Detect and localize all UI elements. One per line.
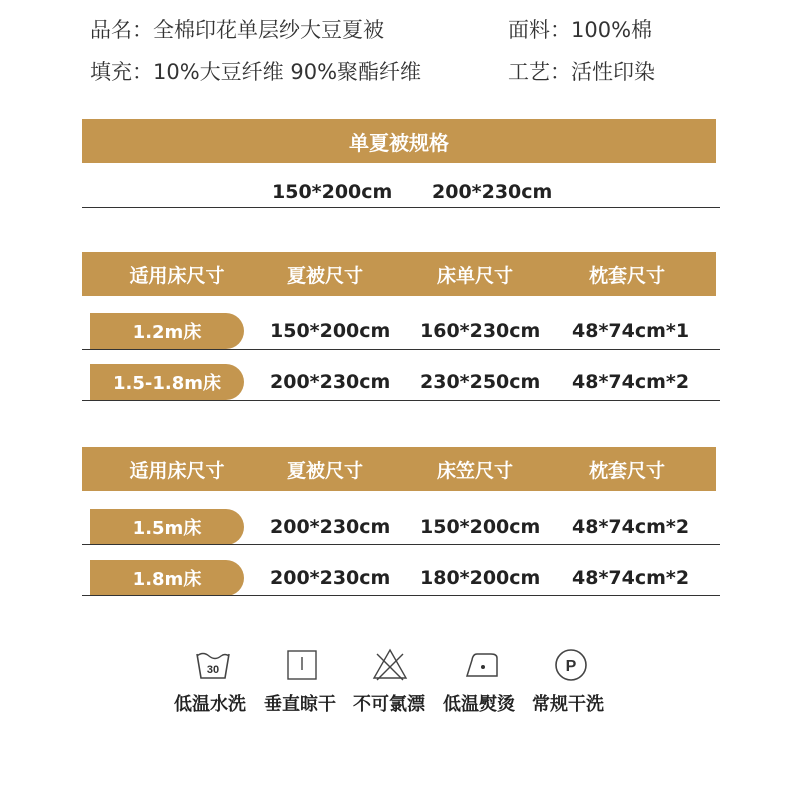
table1-header-sheet: 床单尺寸 <box>436 264 513 287</box>
table1-header-quilt: 夏被尺寸 <box>286 264 363 287</box>
table2-header-bed: 适用床尺寸 <box>129 459 225 482</box>
fabric-info: 面料：100%棉 <box>508 18 653 42</box>
table2-row1-quilt: 200*230cm <box>270 516 391 538</box>
spec-size-1: 150*200cm <box>272 181 393 203</box>
care-label-wash: 低温水洗 <box>174 694 246 715</box>
care-label-dry-clean: 常规干洗 <box>532 694 604 715</box>
product-name: 品名：全棉印花单层纱大豆夏被 <box>90 18 384 42</box>
spec-title: 单夏被规格 <box>349 130 449 155</box>
table1-row1-divider <box>82 349 720 350</box>
table2-row1-sheet: 150*200cm <box>420 516 541 538</box>
table2-row2-sheet: 180*200cm <box>420 567 541 589</box>
low-iron-icon <box>463 646 501 684</box>
table1-row2-sheet: 230*250cm <box>420 371 541 393</box>
spec-header-bar <box>82 119 716 163</box>
dry-clean-p-icon <box>552 646 590 684</box>
table1-row1-pillow: 48*74cm*1 <box>572 320 690 342</box>
table2-row2-quilt: 200*230cm <box>270 567 391 589</box>
table1-row2-bed: 1.5-1.8m床 <box>90 364 244 400</box>
table1-header-bed: 适用床尺寸 <box>129 264 225 287</box>
table1-header-pillow: 枕套尺寸 <box>588 264 665 287</box>
table2-row2-bed: 1.8m床 <box>90 560 244 596</box>
table2-row1-pillow: 48*74cm*2 <box>572 516 690 538</box>
spec-size-2: 200*230cm <box>432 181 553 203</box>
table2-header-sheet: 床笠尺寸 <box>436 459 513 482</box>
table2-header-quilt: 夏被尺寸 <box>286 459 363 482</box>
dry-clean-symbol: P <box>565 658 577 675</box>
care-label-no-bleach: 不可氯漂 <box>353 694 425 715</box>
no-bleach-icon <box>371 646 409 684</box>
table1-row1-bed: 1.2m床 <box>90 313 244 349</box>
spec-divider <box>82 207 720 208</box>
care-label-iron: 低温熨烫 <box>443 694 515 715</box>
table2-row1-bed: 1.5m床 <box>90 509 244 545</box>
table2-header-pillow: 枕套尺寸 <box>588 459 665 482</box>
table1-row2-pillow: 48*74cm*2 <box>572 371 690 393</box>
table1-row1-sheet: 160*230cm <box>420 320 541 342</box>
table2-header-bar <box>82 447 716 491</box>
table1-row2-divider <box>82 400 720 401</box>
wash-30-number: 30 <box>206 664 220 676</box>
wash-30-icon <box>194 646 232 684</box>
process-info: 工艺：活性印染 <box>508 60 655 84</box>
table2-row2-pillow: 48*74cm*2 <box>572 567 690 589</box>
table1-row2-quilt: 200*230cm <box>270 371 391 393</box>
filling-info: 填充：10%大豆纤维 90%聚酯纤维 <box>90 60 422 84</box>
hang-dry-icon <box>283 646 321 684</box>
table1-row1-quilt: 150*200cm <box>270 320 391 342</box>
care-label-hang-dry: 垂直晾干 <box>264 694 336 715</box>
table2-row2-divider <box>82 595 720 596</box>
table2-row1-divider <box>82 544 720 545</box>
table1-header-bar <box>82 252 716 296</box>
